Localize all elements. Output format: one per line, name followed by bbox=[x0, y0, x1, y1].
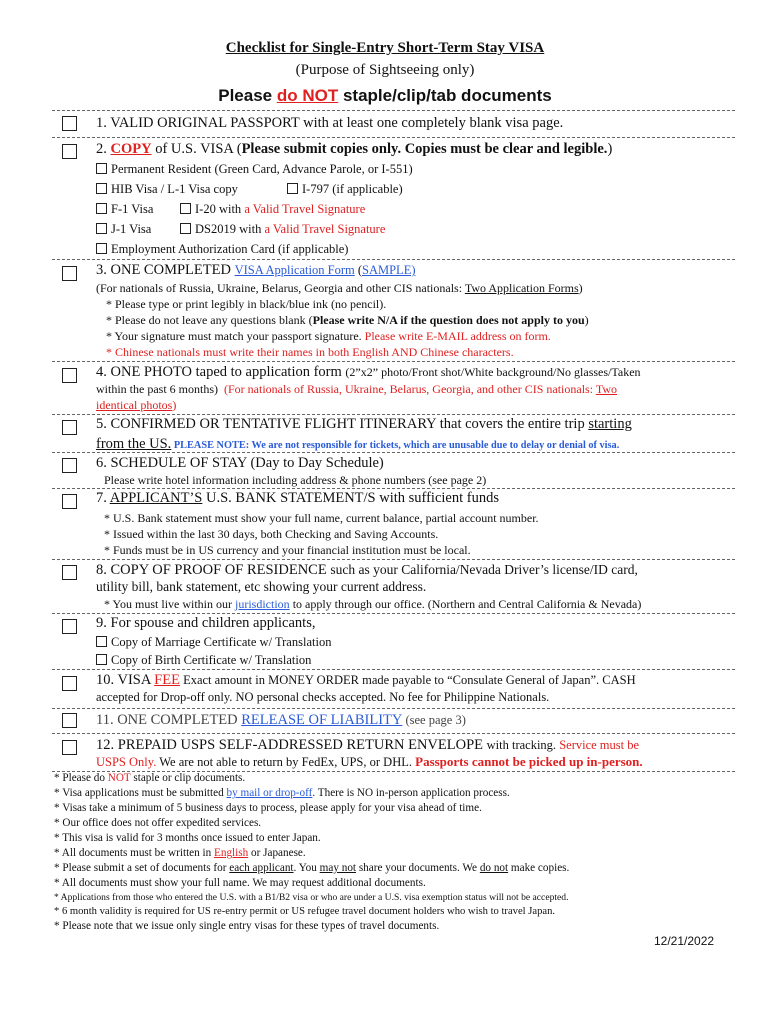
item-8-line: utility bill, bank statement, etc showing your current address. bbox=[96, 579, 427, 594]
sub-item bbox=[96, 635, 331, 650]
visa-application-form-link[interactable]: VISA Application Form bbox=[234, 263, 355, 277]
item-10-line: accepted for Drop-off only. NO personal checks accepted. No fee for Philippine Nationals. bbox=[96, 690, 550, 704]
divider bbox=[52, 110, 735, 111]
note bbox=[54, 772, 245, 784]
note-red: NOT bbox=[107, 772, 131, 784]
item-2-a: of U.S. VISA ( bbox=[151, 141, 242, 157]
note-a: * Visa applications must be submitted bbox=[54, 787, 227, 799]
note-c: . There is NO in-person application process. bbox=[312, 787, 510, 799]
checkbox-item-8[interactable] bbox=[62, 565, 77, 580]
note-a: * Please do bbox=[54, 772, 108, 784]
item-3-line: * Please type or print legibly in black/blue ink (no pencil). bbox=[106, 297, 387, 311]
sub-item bbox=[96, 162, 413, 177]
divider bbox=[52, 669, 735, 670]
item-4-line-b: (For nationals of Russia, Ukraine, Belarus, Georgia, and other CIS nationals: bbox=[224, 382, 596, 396]
item-3-line-c: ) bbox=[584, 313, 589, 327]
sub-item-label: HIB Visa / L-1 Visa copy bbox=[111, 182, 238, 196]
small-checkbox[interactable] bbox=[96, 223, 107, 234]
item-4-line-a: within the past 6 months) bbox=[96, 382, 218, 396]
item-12-line-a: USPS Only. bbox=[96, 755, 157, 769]
sub-item bbox=[96, 182, 238, 197]
checkbox-item-2[interactable] bbox=[62, 144, 77, 159]
small-checkbox[interactable] bbox=[287, 183, 298, 194]
item-3-b: ( bbox=[354, 263, 363, 277]
small-checkbox[interactable] bbox=[180, 223, 191, 234]
item-3-line-b: Please write N/A if the question does not apply to you bbox=[312, 313, 585, 327]
item-12-line bbox=[96, 754, 643, 770]
item-7-line: * U.S. Bank statement must show your full name, current balance, partial account number. bbox=[104, 511, 539, 525]
divider bbox=[52, 733, 735, 734]
item-3-line-a: (For nationals of Russia, Ukraine, Belarus, Georgia and other CIS nationals: bbox=[96, 281, 465, 295]
note-c: staple or clip documents. bbox=[130, 772, 246, 784]
note: * This visa is valid for 3 months once issued to enter Japan. bbox=[54, 832, 321, 844]
sub-item-red: a Valid Travel Signature bbox=[264, 222, 386, 236]
item-3-line-c: ) bbox=[578, 281, 583, 295]
sub-item-label: DS2019 with bbox=[195, 222, 265, 236]
item-7-line: * Issued within the last 30 days, both Checking and Saving Accounts. bbox=[104, 527, 439, 541]
notice-prefix: Please bbox=[218, 86, 277, 105]
copy-word: COPY bbox=[110, 141, 152, 157]
divider bbox=[52, 259, 735, 260]
item-8-a: 8. COPY OF PROOF OF RESIDENCE bbox=[96, 562, 331, 578]
note bbox=[54, 862, 569, 874]
checkbox-item-3[interactable] bbox=[62, 266, 77, 281]
release-of-liability-link[interactable]: RELEASE OF LIABILITY bbox=[241, 712, 403, 728]
note: * Applications from those who entered the U.S. with a B1/B2 visa or who are under a U.S. visa exemption status will not be accepted. bbox=[54, 892, 569, 903]
sub-item bbox=[180, 222, 385, 237]
item-2-c: ) bbox=[607, 141, 613, 157]
item-5-b: starting bbox=[588, 416, 632, 432]
sub-item bbox=[96, 242, 348, 257]
item-5-text bbox=[96, 416, 632, 433]
divider bbox=[52, 613, 735, 614]
item-4-line-a: identical photos bbox=[96, 398, 173, 412]
sub-item-label: I-797 (if applicable) bbox=[302, 182, 403, 196]
item-3-a: 3. ONE COMPLETED bbox=[96, 262, 235, 278]
item-6-text: 6. SCHEDULE OF STAY (Day to Day Schedule) bbox=[96, 455, 384, 471]
mail-dropoff-link[interactable]: by mail or drop-off bbox=[226, 787, 313, 799]
small-checkbox[interactable] bbox=[96, 636, 107, 647]
checkbox-item-4[interactable] bbox=[62, 368, 77, 383]
item-4-line-c: Two bbox=[595, 382, 617, 396]
divider bbox=[52, 414, 735, 415]
item-5-a: 5. CONFIRMED OR TENTATIVE FLIGHT ITINERARY that covers the entire trip bbox=[96, 416, 589, 432]
sub-item bbox=[96, 653, 311, 668]
item-2-number: 2. bbox=[96, 141, 111, 157]
note: * All documents must show your full name. We may request additional documents. bbox=[54, 877, 426, 889]
note: * Visas take a minimum of 5 business days to process, please apply for your visa ahead of time. bbox=[54, 802, 482, 814]
item-12-a: 12. PREPAID USPS SELF-ADDRESSED RETURN ENVELOPE bbox=[96, 737, 487, 753]
note-red: English bbox=[214, 847, 249, 859]
item-10-a: 10. VISA bbox=[96, 672, 155, 688]
item-8-line-a: * You must live within our bbox=[104, 597, 236, 611]
sub-item bbox=[180, 202, 365, 217]
note: * 6 month validity is required for US re-entry permit or US refugee travel document holders who wish to travel Japan. bbox=[54, 906, 556, 917]
checkbox-item-6[interactable] bbox=[62, 458, 77, 473]
item-7-a: 7. bbox=[96, 490, 110, 506]
item-3-line: * Chinese nationals must write their names in both English AND Chinese characters. bbox=[106, 345, 514, 359]
note-g: make copies. bbox=[508, 862, 570, 874]
item-9-text: 9. For spouse and children applicants, bbox=[96, 615, 316, 631]
sub-item-label: Copy of Marriage Certificate w/ Translation bbox=[111, 635, 332, 649]
item-7-line: * Funds must be in US currency and your financial institution must be local. bbox=[104, 543, 471, 557]
divider bbox=[52, 361, 735, 362]
item-4-line-b: ) bbox=[172, 398, 177, 412]
sub-item-label: I-20 with bbox=[195, 202, 245, 216]
sample-link[interactable]: SAMPLE) bbox=[362, 263, 416, 277]
small-checkbox[interactable] bbox=[96, 183, 107, 194]
item-10-b: Exact amount in MONEY ORDER made payable to “Consulate General of Japan”. CASH bbox=[179, 673, 636, 687]
item-4-text bbox=[96, 363, 641, 381]
note bbox=[54, 847, 306, 859]
note-e: share your documents. We bbox=[356, 862, 480, 874]
sub-item bbox=[287, 182, 403, 197]
checkbox-item-12[interactable] bbox=[62, 740, 77, 755]
item-12-text bbox=[96, 736, 639, 754]
item-8-text bbox=[96, 561, 638, 579]
checkbox-item-1[interactable] bbox=[62, 116, 77, 131]
item-11-a: 11. ONE COMPLETED bbox=[96, 712, 242, 728]
sub-item bbox=[96, 222, 151, 237]
notice-suffix: staple/clip/tab documents bbox=[338, 86, 552, 105]
checkbox-item-7[interactable] bbox=[62, 494, 77, 509]
item-7-c: U.S. BANK STATEMENT/S with sufficient funds bbox=[202, 490, 499, 506]
note: * Please note that we issue only single entry visas for these types of travel documents. bbox=[54, 920, 440, 932]
item-3-line bbox=[106, 329, 551, 344]
sub-item-label: Copy of Birth Certificate w/ Translation bbox=[111, 653, 312, 667]
item-3-line bbox=[96, 281, 583, 296]
item-6-line: Please write hotel information including address & phone numbers (see page 2) bbox=[104, 473, 487, 487]
item-7-text bbox=[96, 490, 499, 507]
page-subtitle: (Purpose of Sightseeing only) bbox=[295, 62, 475, 78]
sub-item-label: Employment Authorization Card (if applicable) bbox=[111, 242, 349, 256]
item-3-line-b: Two Application Forms bbox=[464, 281, 579, 295]
item-1-text: 1. VALID ORIGINAL PASSPORT with at least one completely blank visa page. bbox=[96, 115, 564, 131]
item-7-b: APPLICANT’S bbox=[109, 490, 203, 506]
item-2-text bbox=[96, 141, 612, 158]
note-d: may not bbox=[319, 862, 357, 874]
staple-notice bbox=[0, 86, 770, 106]
jurisdiction-link[interactable]: jurisdiction bbox=[235, 597, 290, 611]
divider bbox=[52, 559, 735, 560]
note: * Our office does not offer expedited services. bbox=[54, 817, 262, 829]
item-5-line-a: from the US. bbox=[96, 436, 172, 452]
note-a: * Please submit a set of documents for bbox=[54, 862, 230, 874]
item-2-b: Please submit copies only. Copies must be clear and legible. bbox=[241, 141, 608, 157]
item-3-line-b: Please write E-MAIL address on form. bbox=[364, 329, 551, 343]
small-checkbox[interactable] bbox=[96, 654, 107, 665]
note-a: * All documents must be written in bbox=[54, 847, 215, 859]
item-8-line bbox=[104, 597, 641, 612]
item-3-line bbox=[106, 313, 589, 328]
item-10-text bbox=[96, 671, 636, 689]
note-c: . You bbox=[293, 862, 320, 874]
item-12-line-b: We are not able to return by FedEx, UPS, or DHL. bbox=[156, 755, 416, 769]
sub-item-label: F-1 Visa bbox=[111, 202, 154, 216]
divider bbox=[52, 137, 735, 138]
item-4-line bbox=[96, 382, 617, 397]
small-checkbox[interactable] bbox=[96, 163, 107, 174]
item-11-b: (see page 3) bbox=[402, 713, 466, 727]
item-8-b: such as your California/Nevada Driver’s license/ID card, bbox=[330, 562, 638, 577]
item-8-line-c: to apply through our office. (Northern and Central California & Nevada) bbox=[289, 597, 642, 611]
item-3-line-a: * Your signature must match your passport signature. bbox=[106, 329, 365, 343]
small-checkbox[interactable] bbox=[96, 203, 107, 214]
checkbox-item-9[interactable] bbox=[62, 619, 77, 634]
item-5-line bbox=[96, 435, 619, 453]
item-4-line bbox=[96, 398, 176, 413]
page-title: Checklist for Single-Entry Short-Term Stay VISA bbox=[225, 40, 545, 56]
small-checkbox[interactable] bbox=[96, 243, 107, 254]
sub-item-label: Permanent Resident (Green Card, Advance Parole, or I-551) bbox=[111, 162, 413, 176]
item-4-a: 4. ONE PHOTO taped to application form bbox=[96, 364, 346, 380]
item-4-b: (2”x2” photo/Front shot/White background/No glasses/Taken bbox=[345, 365, 641, 379]
sub-item bbox=[96, 202, 153, 217]
item-5-line-b: PLEASE NOTE: We are not responsible for tickets, which are unusable due to delay or denial of visa. bbox=[171, 440, 620, 451]
sub-item-label: J-1 Visa bbox=[111, 222, 152, 236]
note-b: each applicant bbox=[229, 862, 294, 874]
item-12-b: with tracking. bbox=[486, 738, 560, 752]
note-f: do not bbox=[479, 862, 509, 874]
divider bbox=[52, 708, 735, 709]
item-12-c: Service must be bbox=[559, 738, 640, 752]
sub-item-red: a Valid Travel Signature bbox=[244, 202, 366, 216]
checkbox-item-5[interactable] bbox=[62, 420, 77, 435]
notice-red: do NOT bbox=[276, 86, 339, 105]
checkbox-item-11[interactable] bbox=[62, 713, 77, 728]
item-3-line-a: * Please do not leave any questions blank ( bbox=[106, 313, 313, 327]
item-12-line-c: Passports cannot be picked up in-person. bbox=[415, 754, 643, 769]
divider bbox=[52, 488, 735, 489]
item-3-text bbox=[96, 262, 416, 279]
item-11-text bbox=[96, 711, 466, 729]
checkbox-item-10[interactable] bbox=[62, 676, 77, 691]
note bbox=[54, 787, 510, 799]
fee-word: FEE bbox=[154, 672, 180, 688]
document-date: 12/21/2022 bbox=[654, 934, 715, 948]
small-checkbox[interactable] bbox=[180, 203, 191, 214]
note-c: or Japanese. bbox=[248, 847, 306, 859]
